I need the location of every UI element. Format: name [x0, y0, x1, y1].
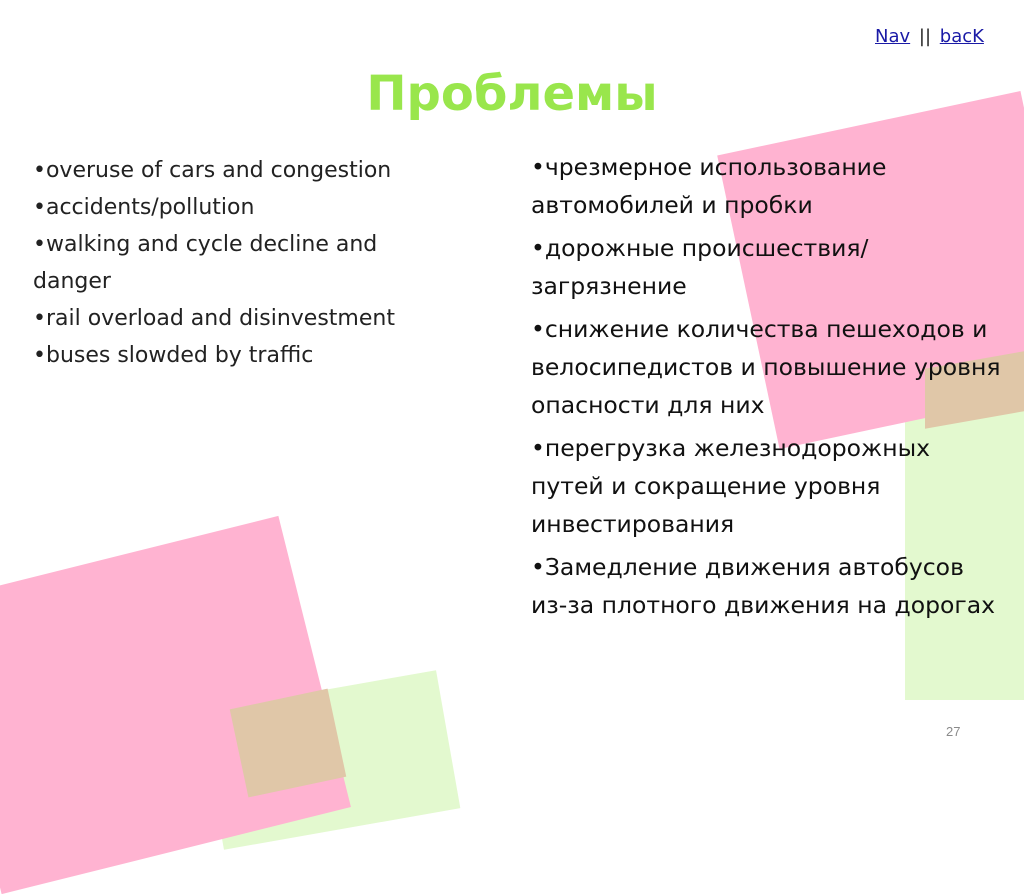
nav-links	[875, 26, 984, 47]
list-item: •Замедление движения автобусов из-за плотного движения на дорогах	[531, 553, 996, 619]
nav-link[interactable]: Nav	[875, 26, 911, 47]
page-number: 27	[946, 724, 961, 739]
list-item: •overuse of cars and congestion	[33, 158, 392, 183]
list-item: •чрезмерное использование автомобилей и пробки	[531, 153, 887, 219]
list-item: •дорожные происшествия/загрязнение	[531, 234, 869, 300]
list-item: •buses slowded by traffic	[33, 343, 314, 368]
list-item: •перегрузка железнодорожных путей и сокращение уровня инвестирования	[531, 434, 931, 538]
nav-separator: ||	[918, 26, 932, 47]
list-item: •accidents/pollution	[33, 195, 255, 220]
list-item: •снижение количества пешеходов и велосипедистов и повышение уровня опасности для них	[531, 315, 1001, 419]
russian-problem-list	[531, 148, 1001, 629]
slide-title: Проблемы	[366, 66, 658, 122]
english-problem-list	[33, 152, 453, 374]
back-link[interactable]: bacK	[939, 26, 984, 47]
list-item: •rail overload and disinvestment	[33, 306, 395, 331]
list-item: •walking and cycle decline and danger	[33, 232, 378, 294]
